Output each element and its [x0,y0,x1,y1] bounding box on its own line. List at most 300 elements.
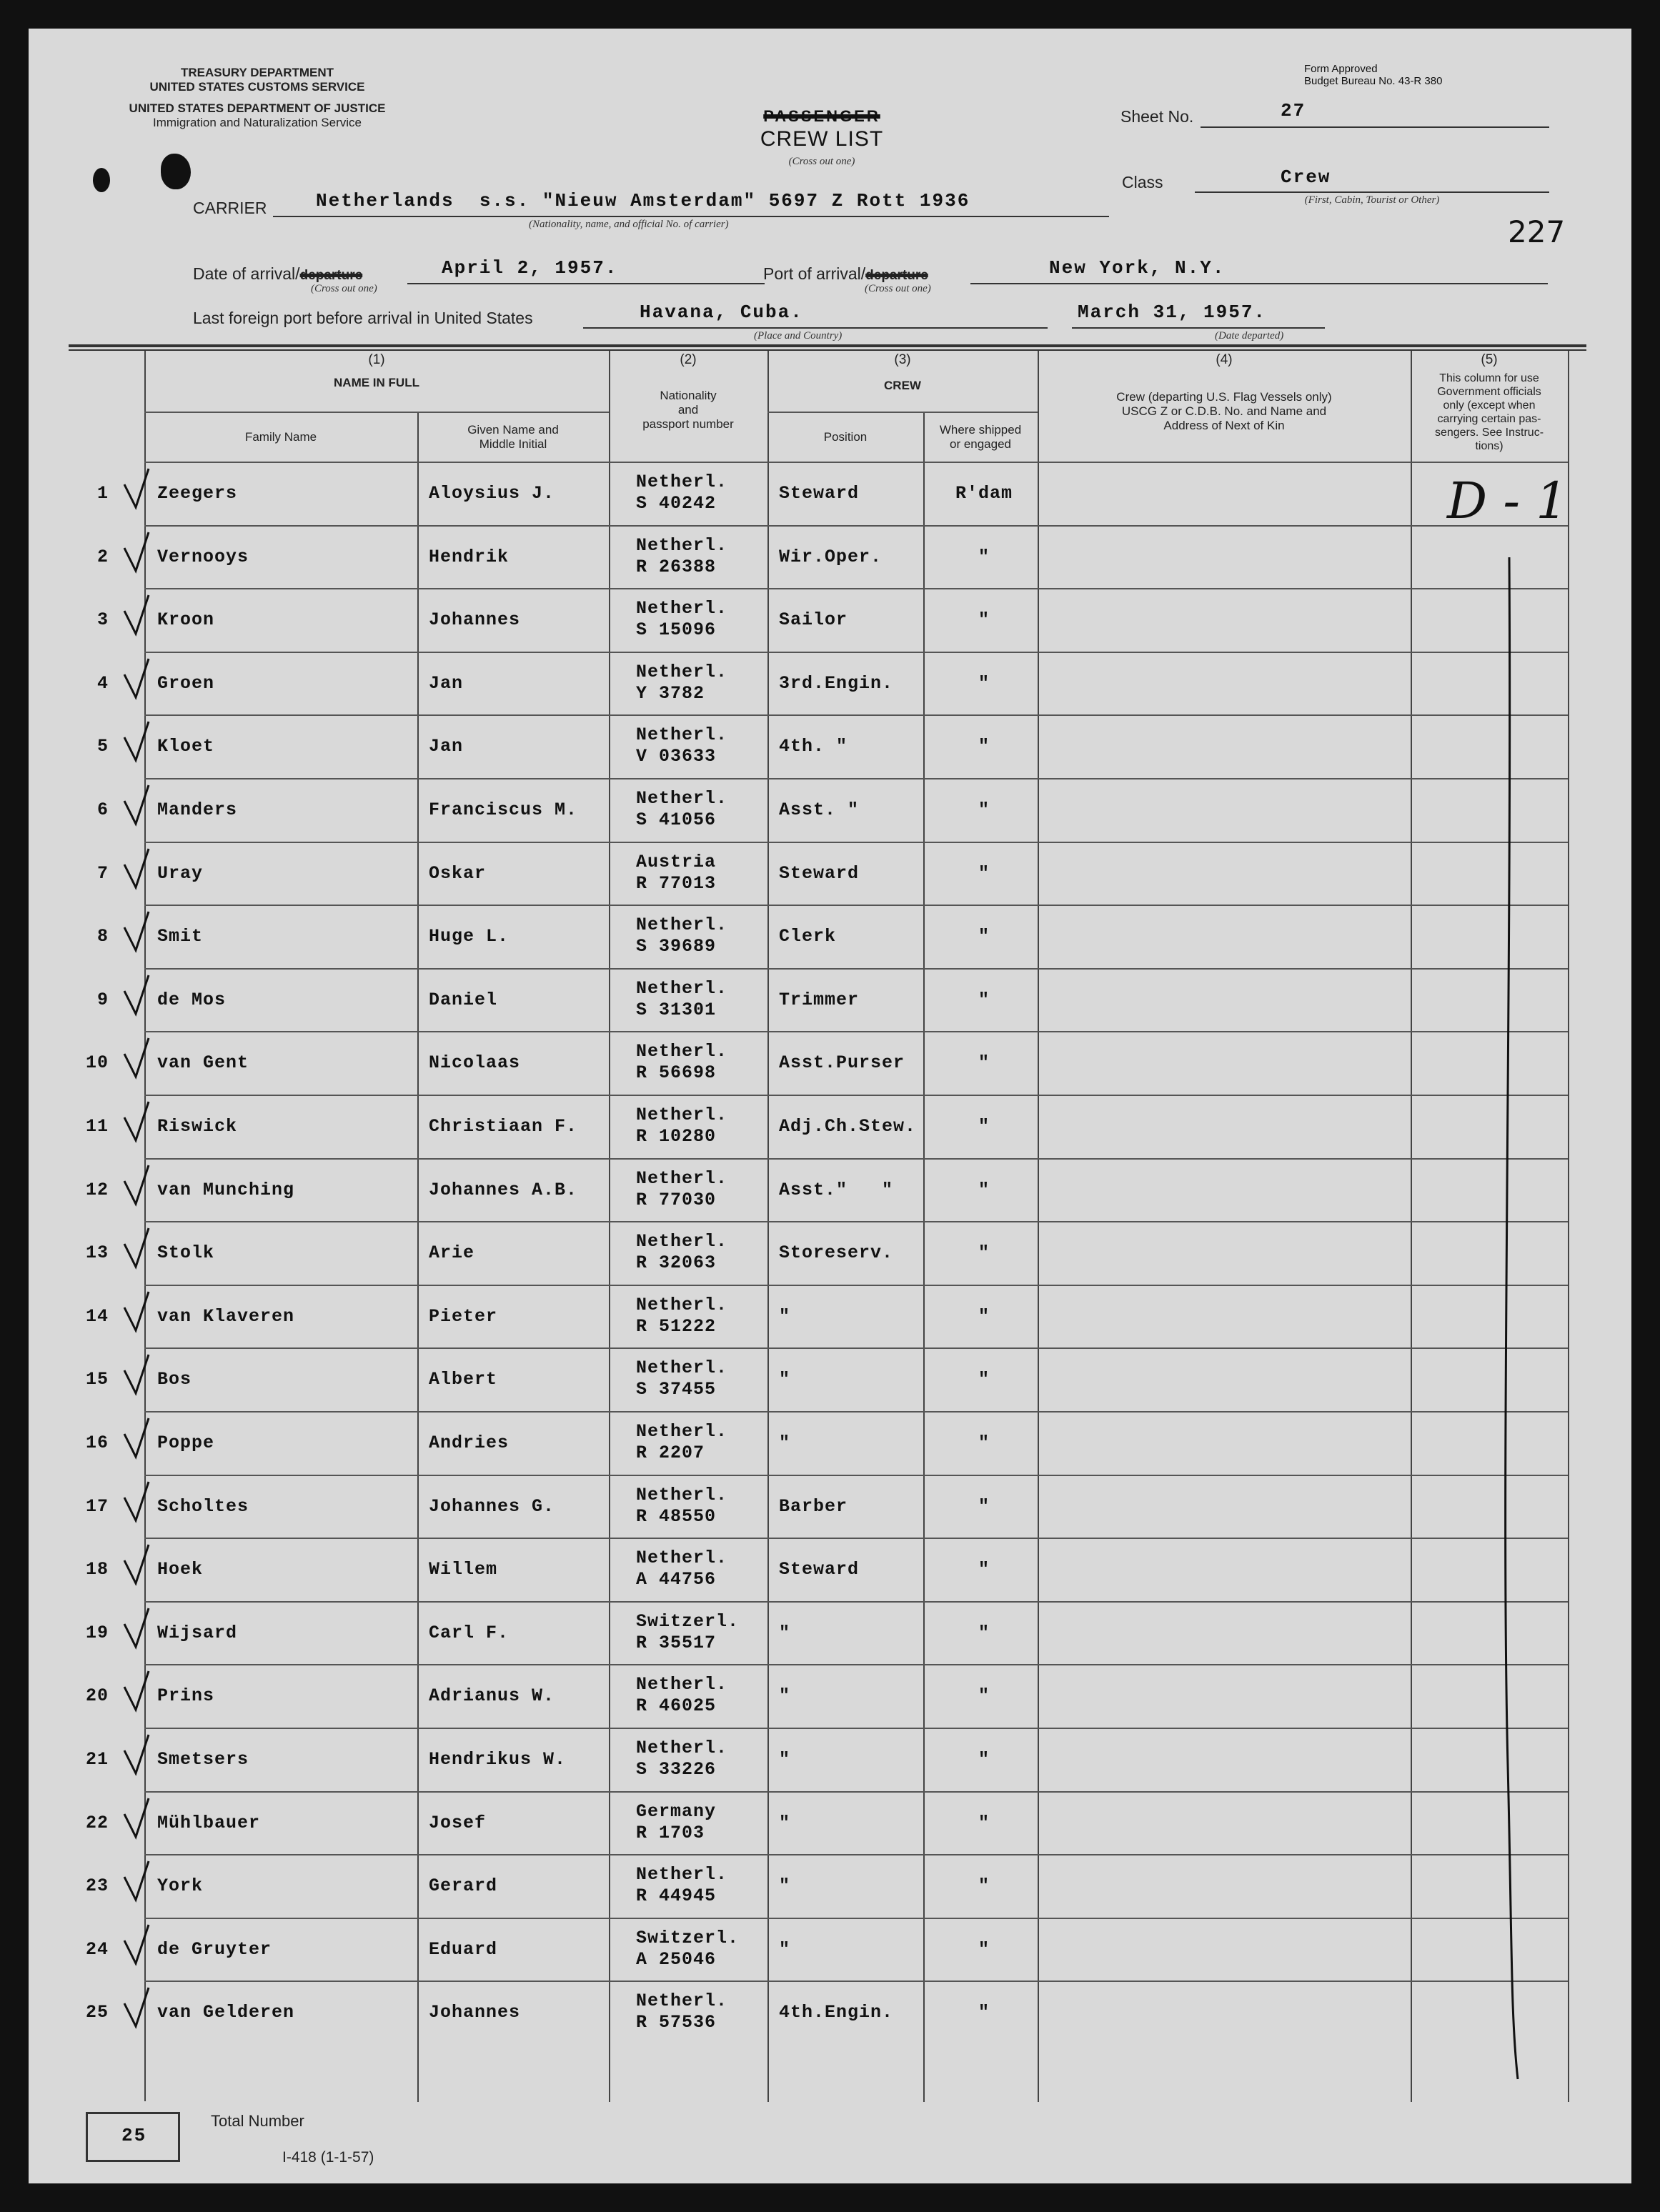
position-cell: 4th. " [779,736,848,757]
passport-number-text: V 03633 [636,746,717,767]
family-name-cell: Zeegers [157,483,238,504]
table-top-rule [69,344,1586,347]
ink-blot [161,154,191,189]
given-name-cell: Pieter [429,1305,498,1327]
nationality-text: Netherl. [636,1231,728,1252]
passport-number-text: S 40242 [636,493,717,514]
checkmark-icon [120,1099,170,1149]
passport-number-text: R 26388 [636,556,717,577]
family-name-cell: Poppe [157,1433,215,1453]
total-value: 25 [121,2125,147,2146]
passport-number-text: R 46025 [636,1695,717,1717]
checkmark-icon [120,846,170,896]
shipped-cell: " [978,546,990,567]
table-row [29,1095,1631,1158]
arrival-port-underline [970,283,1548,284]
col-officials-header [1411,372,1568,453]
given-name-cell: Huge L. [429,926,510,947]
shipped-cell: " [978,1305,990,1327]
col-given-header-1: Given Name and [467,423,559,437]
arrival-port-note: (Cross out one) [865,283,931,294]
shipped-cell: " [978,1242,990,1264]
col-officials-header-5: sengers. See Instruc- [1434,427,1544,439]
form-number: I-418 (1-1-57) [282,2149,374,2166]
checkmark-icon [120,1225,170,1275]
table-row [29,1411,1631,1475]
table-row [29,1031,1631,1095]
passport-number-text: R 77013 [636,872,717,894]
shipped-cell: " [978,1179,990,1200]
checkmark-icon [120,1479,170,1529]
col-officials-header-6: tions) [1475,440,1504,452]
passport-number-text: R 56698 [636,1062,717,1084]
row-number: 19 [85,1622,109,1643]
passport-number-text: R 77030 [636,1189,717,1210]
col-officials-header-4: carrying certain pas- [1437,413,1541,425]
position-cell: " [779,1433,791,1453]
nationality-text: Switzerl. [636,1927,740,1948]
nationality-passport-cell [636,662,727,704]
departed-note: (Date departed) [1215,330,1284,342]
col-officials-header-3: only (except when [1443,399,1536,412]
passport-number-text: S 41056 [636,809,717,830]
nationality-passport-cell [636,1611,739,1654]
family-name-cell: Uray [157,862,204,884]
checkmark-icon [120,1035,170,1085]
family-name-cell: Mühlbauer [157,1812,261,1833]
given-name-cell: Arie [429,1242,475,1264]
nationality-text: Netherl. [636,1674,728,1695]
table-row [29,1347,1631,1411]
given-name-cell: Oskar [429,862,487,884]
nationality-passport-cell [636,724,727,767]
arrival-date-struck: departure [299,268,363,283]
position-cell: Steward [779,483,860,504]
row-number: 9 [96,989,109,1010]
shipped-cell: " [978,989,990,1010]
col-kin-header-3: Address of Next of Kin [1163,419,1285,432]
table-row [29,462,1631,525]
nationality-text: Netherl. [636,534,728,556]
row-number: 3 [96,609,109,631]
family-name-cell: Prins [157,1685,215,1707]
form-approval-line-2: Budget Bureau No. 43-R 380 [1304,75,1443,87]
position-cell: Asst. " [779,799,860,820]
nationality-text: Netherl. [636,1105,728,1125]
nationality-passport-cell [636,1295,727,1337]
nationality-text: Netherl. [636,1864,728,1885]
row-number: 23 [85,1875,109,1897]
position-cell: Steward [779,1559,860,1580]
official-mark: D - 1 [1447,472,1568,530]
shipped-cell: " [978,1495,990,1517]
given-name-cell: Albert [429,1369,498,1390]
position-cell: Adj.Ch.Stew. [779,1116,917,1137]
shipped-cell: " [978,2002,990,2023]
col-kin-header [1038,390,1411,433]
col2-number: (2) [680,352,697,367]
row-number: 6 [96,799,109,820]
position-cell: Sailor [779,609,848,631]
col-nationality-header-1: Nationality [660,389,717,402]
family-name-cell: Groen [157,672,215,694]
last-port-value: Havana, Cuba. [640,302,803,323]
col3-number: (3) [894,352,911,367]
form-approval [1304,63,1442,87]
passport-number-text: Y 3782 [636,682,705,704]
title-struck-text: PASSENGER [763,107,880,125]
table-row [29,1158,1631,1222]
arrival-date-value: April 2, 1957. [442,257,618,279]
table-row [29,778,1631,842]
table-row [29,1791,1631,1855]
shipped-cell: " [978,1749,990,1770]
table-row [29,1538,1631,1601]
given-name-cell: Hendrik [429,546,510,567]
departed-underline [1072,327,1325,329]
nationality-text: Netherl. [636,1738,728,1758]
passport-number-text: S 31301 [636,999,717,1020]
class-value: Crew [1281,166,1331,188]
nationality-passport-cell [636,1801,716,1844]
position-cell: " [779,1749,791,1770]
nationality-passport-cell [636,1864,727,1907]
family-name-cell: Smetsers [157,1749,249,1770]
passport-number-text: R 35517 [636,1632,717,1653]
col-family-header: Family Name [244,430,317,444]
nationality-passport-cell [636,1231,727,1274]
passport-number-text: R 2207 [636,1443,705,1463]
family-name-cell: van Gent [157,1052,249,1074]
given-name-cell: Franciscus M. [429,799,578,820]
ink-blot [93,168,110,192]
col-nationality-header-3: passport number [642,417,734,431]
class-note: (First, Cabin, Tourist or Other) [1304,194,1440,206]
family-name-cell: Manders [157,799,238,820]
position-cell: " [779,1938,791,1960]
sheet-underline [1201,126,1549,128]
passport-number-text: R 10280 [636,1126,717,1147]
passport-number-text: R 51222 [636,1315,717,1337]
nationality-passport-cell [636,1168,727,1211]
family-name-cell: Hoek [157,1559,204,1580]
table-row [29,842,1631,905]
row-number: 12 [85,1179,109,1200]
family-name-cell: Scholtes [157,1495,249,1517]
last-port-note: (Place and Country) [754,330,843,342]
checkmark-icon [120,1352,170,1402]
nationality-passport-cell [636,1041,727,1084]
carrier-underline [273,216,1109,217]
family-name-cell: Kloet [157,736,215,757]
table-row [29,1664,1631,1728]
nationality-passport-cell [636,852,716,895]
checkmark-icon [120,1415,170,1465]
col-officials-header-1: This column for use [1439,372,1539,384]
nationality-text: Netherl. [636,472,728,492]
shipped-cell: " [978,1433,990,1453]
page-title: CREW LIST [760,127,884,151]
shipped-cell: " [978,862,990,884]
col-crew-header: CREW [884,379,921,392]
checkmark-icon [120,1858,170,1908]
checkmark-icon [120,1668,170,1718]
nationality-passport-cell [636,1421,727,1464]
nationality-text: Germany [636,1800,717,1822]
row-number: 24 [85,1938,109,1960]
checkmark-icon [120,1795,170,1845]
position-cell: Barber [779,1495,848,1517]
row-number: 16 [85,1433,109,1453]
given-name-cell: Jan [429,672,464,694]
arrival-date-note: (Cross out one) [311,283,377,294]
col4-number: (4) [1216,352,1233,367]
passport-number-text: R 32063 [636,1252,717,1274]
table-top-rule-2 [69,349,1586,351]
nationality-text: Netherl. [636,1548,728,1569]
position-cell: " [779,1812,791,1833]
family-name-cell: van Gelderen [157,2002,295,2023]
total-label: Total Number [211,2112,304,2130]
passport-number-text: A 44756 [636,1569,717,1590]
position-cell: Trimmer [779,989,860,1010]
nationality-passport-cell [636,788,727,831]
given-name-cell: Christiaan F. [429,1116,578,1137]
checkmark-icon [120,466,170,516]
row-number: 22 [85,1812,109,1833]
table-row [29,525,1631,589]
col-nationality-header-2: and [677,403,699,417]
table-row [29,1601,1631,1665]
nationality-passport-cell [636,1674,727,1717]
position-cell: " [779,1369,791,1390]
nationality-passport-cell [636,1928,739,1971]
arrival-port-label [763,264,928,284]
departed-date-value: March 31, 1957. [1078,302,1267,323]
sheet-label: Sheet No. [1120,107,1194,126]
family-name-cell: de Gruyter [157,1938,272,1960]
col1-number: (1) [368,352,385,367]
col-kin-header-1: Crew (departing U.S. Flag Vessels only) [1116,390,1332,404]
title-note: (Cross out one) [788,156,855,167]
carrier-label: CARRIER [193,199,267,217]
class-underline [1195,191,1549,193]
nationality-text: Netherl. [636,1167,728,1189]
table-row [29,1854,1631,1918]
position-cell: " [779,1305,791,1327]
given-name-cell: Nicolaas [429,1052,521,1074]
family-name-cell: Riswick [157,1116,238,1137]
row-number: 7 [96,862,109,884]
passport-number-text: S 33226 [636,1759,717,1780]
shipped-cell: R'dam [955,483,1013,504]
shipped-cell: " [978,1685,990,1707]
shipped-cell: " [978,1812,990,1833]
class-label: Class [1122,173,1163,191]
nationality-passport-cell [636,1357,727,1400]
nationality-passport-cell [636,978,727,1021]
position-cell: 4th.Engin. [779,2002,894,2023]
nationality-text: Netherl. [636,661,728,682]
nationality-passport-cell [636,1105,727,1147]
checkmark-icon [120,656,170,706]
row-number: 17 [85,1495,109,1517]
shipped-cell: " [978,609,990,631]
position-cell: Clerk [779,926,837,947]
checkmark-icon [120,529,170,579]
shipped-cell: " [978,1116,990,1137]
position-cell: Storeserv. [779,1242,894,1264]
agency-line-1: TREASURY DEPARTMENT [180,66,334,79]
position-cell: " [779,1622,791,1643]
checkmark-icon [120,1985,170,2035]
col5-number: (5) [1481,352,1498,367]
last-port-label: Last foreign port before arrival in United States [193,309,533,327]
col-position-header: Position [823,430,868,444]
checkmark-icon [120,782,170,832]
carrier-note: (Nationality, name, and official No. of carrier) [529,219,729,230]
table-row [29,652,1631,715]
row-number: 14 [85,1305,109,1327]
passport-number-text: A 25046 [636,1948,717,1970]
given-name-cell: Johannes [429,609,521,631]
nationality-text: Netherl. [636,1294,728,1315]
passport-number-text: R 1703 [636,1822,705,1843]
row-number: 1 [96,483,109,504]
shipped-cell: " [978,672,990,694]
given-name-cell: Adrianus W. [429,1685,555,1707]
row-number: 20 [85,1685,109,1707]
checkmark-icon [120,1732,170,1782]
given-name-cell: Johannes [429,2002,521,2023]
passport-number-text: R 57536 [636,2012,717,2033]
position-cell: 3rd.Engin. [779,672,894,694]
sheet-number: 27 [1281,100,1306,121]
row-number: 10 [85,1052,109,1074]
shipped-cell: " [978,926,990,947]
col-shipped-header-2: or engaged [949,437,1012,451]
nationality-text: Austria [636,851,717,872]
nationality-text: Netherl. [636,977,728,999]
shipped-cell: " [978,1052,990,1074]
nationality-passport-cell [636,598,727,641]
given-name-cell: Willem [429,1559,498,1580]
col1-title: NAME IN FULL [334,376,419,389]
table-row [29,1475,1631,1538]
given-name-cell: Eduard [429,1938,498,1960]
row-number: 8 [96,926,109,947]
passport-number-text: R 48550 [636,1505,717,1527]
agency-line-2: UNITED STATES CUSTOMS SERVICE [149,80,365,94]
nationality-text: Netherl. [636,598,728,619]
agency-line-3: UNITED STATES DEPARTMENT OF JUSTICE [129,101,386,115]
given-name-cell: Carl F. [429,1622,510,1643]
nationality-passport-cell [636,1548,727,1590]
shipped-cell: " [978,1369,990,1390]
col-given-header [417,423,609,452]
table-row [29,1285,1631,1348]
table-row [29,1918,1631,1981]
nationality-passport-cell [636,1991,727,2033]
nationality-text: Netherl. [636,1991,728,2012]
col-shipped-header-1: Where shipped [939,423,1022,437]
row-number: 5 [96,736,109,757]
nationality-passport-cell [636,1738,727,1780]
given-name-cell: Jan [429,736,464,757]
title-struck [715,107,929,126]
position-cell: Steward [779,862,860,884]
row-number: 11 [85,1116,109,1137]
arrival-port-value: New York, N.Y. [1049,257,1226,279]
table-row [29,968,1631,1032]
shipped-cell: " [978,799,990,820]
family-name-cell: de Mos [157,989,227,1010]
shipped-cell: " [978,736,990,757]
col-kin-header-2: USCG Z or C.D.B. No. and Name and [1121,404,1327,418]
shipped-cell: " [978,1938,990,1960]
nationality-text: Netherl. [636,1041,728,1062]
arrival-date-label [193,264,362,284]
family-name-cell: Smit [157,926,204,947]
arrival-port-label-text: Port of arrival/ [763,264,866,283]
passport-number-text: S 37455 [636,1379,717,1400]
passport-number-text: S 15096 [636,619,717,641]
passport-number-text: R 44945 [636,1885,717,1907]
checkmark-icon [120,1605,170,1655]
page-stamp-number: 227 [1508,214,1566,249]
col-given-header-2: Middle Initial [479,437,547,451]
checkmark-icon [120,1162,170,1212]
shipped-cell: " [978,1559,990,1580]
family-name-cell: Bos [157,1369,192,1390]
form-approval-line-1: Form Approved [1304,63,1378,75]
position-cell: " [779,1875,791,1897]
given-name-cell: Gerard [429,1875,498,1897]
checkmark-icon [120,1922,170,1972]
family-name-cell: van Munching [157,1179,295,1200]
col-shipped-header [923,423,1038,452]
position-cell: Asst.Purser [779,1052,905,1074]
table-row [29,1981,1631,2044]
position-cell: " [779,1685,791,1707]
nationality-text: Netherl. [636,915,728,936]
row-number: 13 [85,1242,109,1264]
position-cell: Asst." " [779,1179,894,1200]
passport-number-text: S 39689 [636,936,717,957]
checkmark-icon [120,972,170,1022]
given-name-cell: Andries [429,1433,510,1453]
nationality-text: Netherl. [636,1357,728,1379]
shipped-cell: " [978,1875,990,1897]
given-name-cell: Johannes A.B. [429,1179,578,1200]
carrier-value: Netherlands s.s. "Nieuw Amsterdam" 5697 Z Rott 1936 [316,190,970,211]
nationality-text: Netherl. [636,788,728,809]
nationality-text: Netherl. [636,724,728,746]
col-officials-header-2: Government officials [1437,386,1541,398]
checkmark-icon [120,1289,170,1339]
handwritten-vertical-line [1493,550,1536,2122]
family-name-cell: Stolk [157,1242,215,1264]
arrival-date-underline [407,283,765,284]
nationality-text: Switzerl. [636,1610,740,1632]
row-number: 21 [85,1749,109,1770]
nationality-passport-cell [636,915,727,957]
rule-h [767,412,1038,413]
nationality-text: Netherl. [636,1484,728,1505]
rule-h [144,412,609,413]
family-name-cell: van Klaveren [157,1305,295,1327]
row-number: 18 [85,1559,109,1580]
